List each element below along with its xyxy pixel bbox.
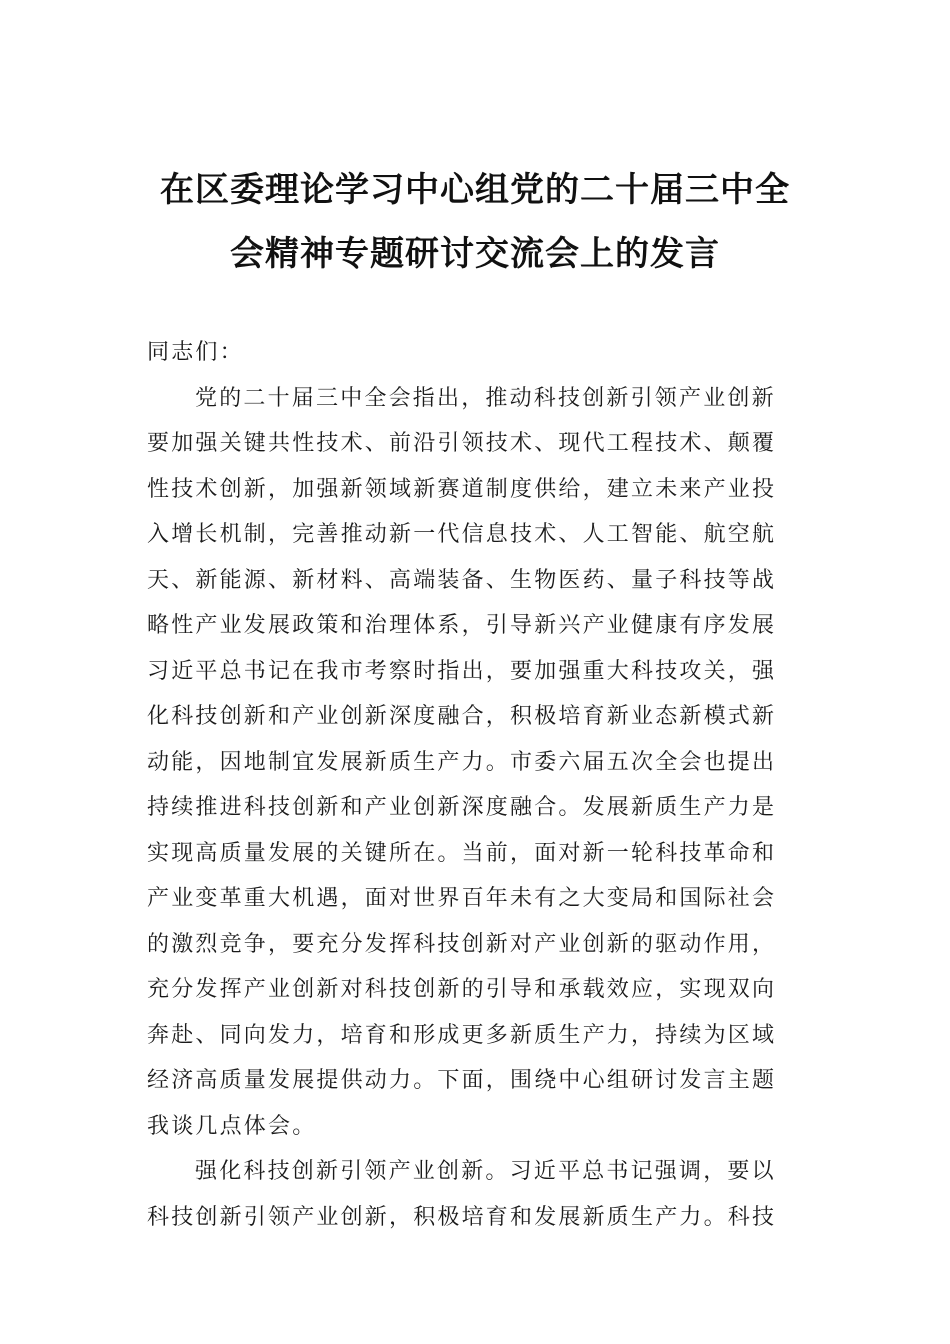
paragraph-line: 充分发挥产业创新对科技创新的引导和承载效应，实现双向 [147,977,777,1002]
paragraph-2 [147,1149,812,1240]
paragraph-line: 党的二十届三中全会指出，推动科技创新引领产业创新 [195,385,776,411]
paragraph-line: 性技术创新，加强新领域新赛道制度供给，建立未来产业投 [147,476,777,502]
paragraph-line: 科技创新引领产业创新，积极培育和发展新质生产力。科技 [147,1204,777,1230]
document-body [147,330,812,1240]
paragraph-line: 强化科技创新引领产业创新。习近平总书记强调，要以 [195,1159,776,1184]
paragraph-line: 略性产业发展政策和治理体系，引导新兴产业健康有序发展 [147,613,777,638]
paragraph-line: 的激烈竞争，要充分发挥科技创新对产业创新的驱动作用， [147,931,777,957]
paragraph-line: 奔赴、同向发力，培育和形成更多新质生产力，持续为区域 [147,1022,777,1048]
paragraph-line: 持续推进科技创新和产业创新深度融合。发展新质生产力是 [147,795,777,820]
paragraph-line: 入增长机制，完善推动新一代信息技术、人工智能、航空航 [147,522,777,547]
title-line: 会精神专题研讨交流会上的发言 [230,234,720,274]
paragraph-line: 我谈几点体会。 [147,1113,317,1139]
paragraph-line: 习近平总书记在我市考察时指出，要加强重大科技攻关，强 [147,658,777,684]
paragraph-line: 产业变革重大机遇，面对世界百年未有之大变局和国际社会 [147,886,777,911]
paragraph-line: 实现高质量发展的关键所在。当前，面对新一轮科技革命和 [147,840,777,866]
title-line: 在区委理论学习中心组党的二十届三中全 [160,170,790,210]
salutation: 同志们： [147,340,244,365]
paragraph-line: 天、新能源、新材料、高端装备、生物医药、量子科技等战 [147,567,777,593]
paragraph-line: 经济高质量发展提供动力。下面，围绕中心组研讨发言主题 [147,1068,777,1093]
paragraph-line: 要加强关键共性技术、前沿引领技术、现代工程技术、颠覆 [147,431,777,456]
paragraph-1 [147,376,812,1150]
document-title [145,158,805,286]
paragraph-line: 动能，因地制宜发展新质生产力。市委六届五次全会也提出 [147,749,777,775]
paragraph-line: 化科技创新和产业创新深度融合，积极培育新业态新模式新 [147,704,777,729]
